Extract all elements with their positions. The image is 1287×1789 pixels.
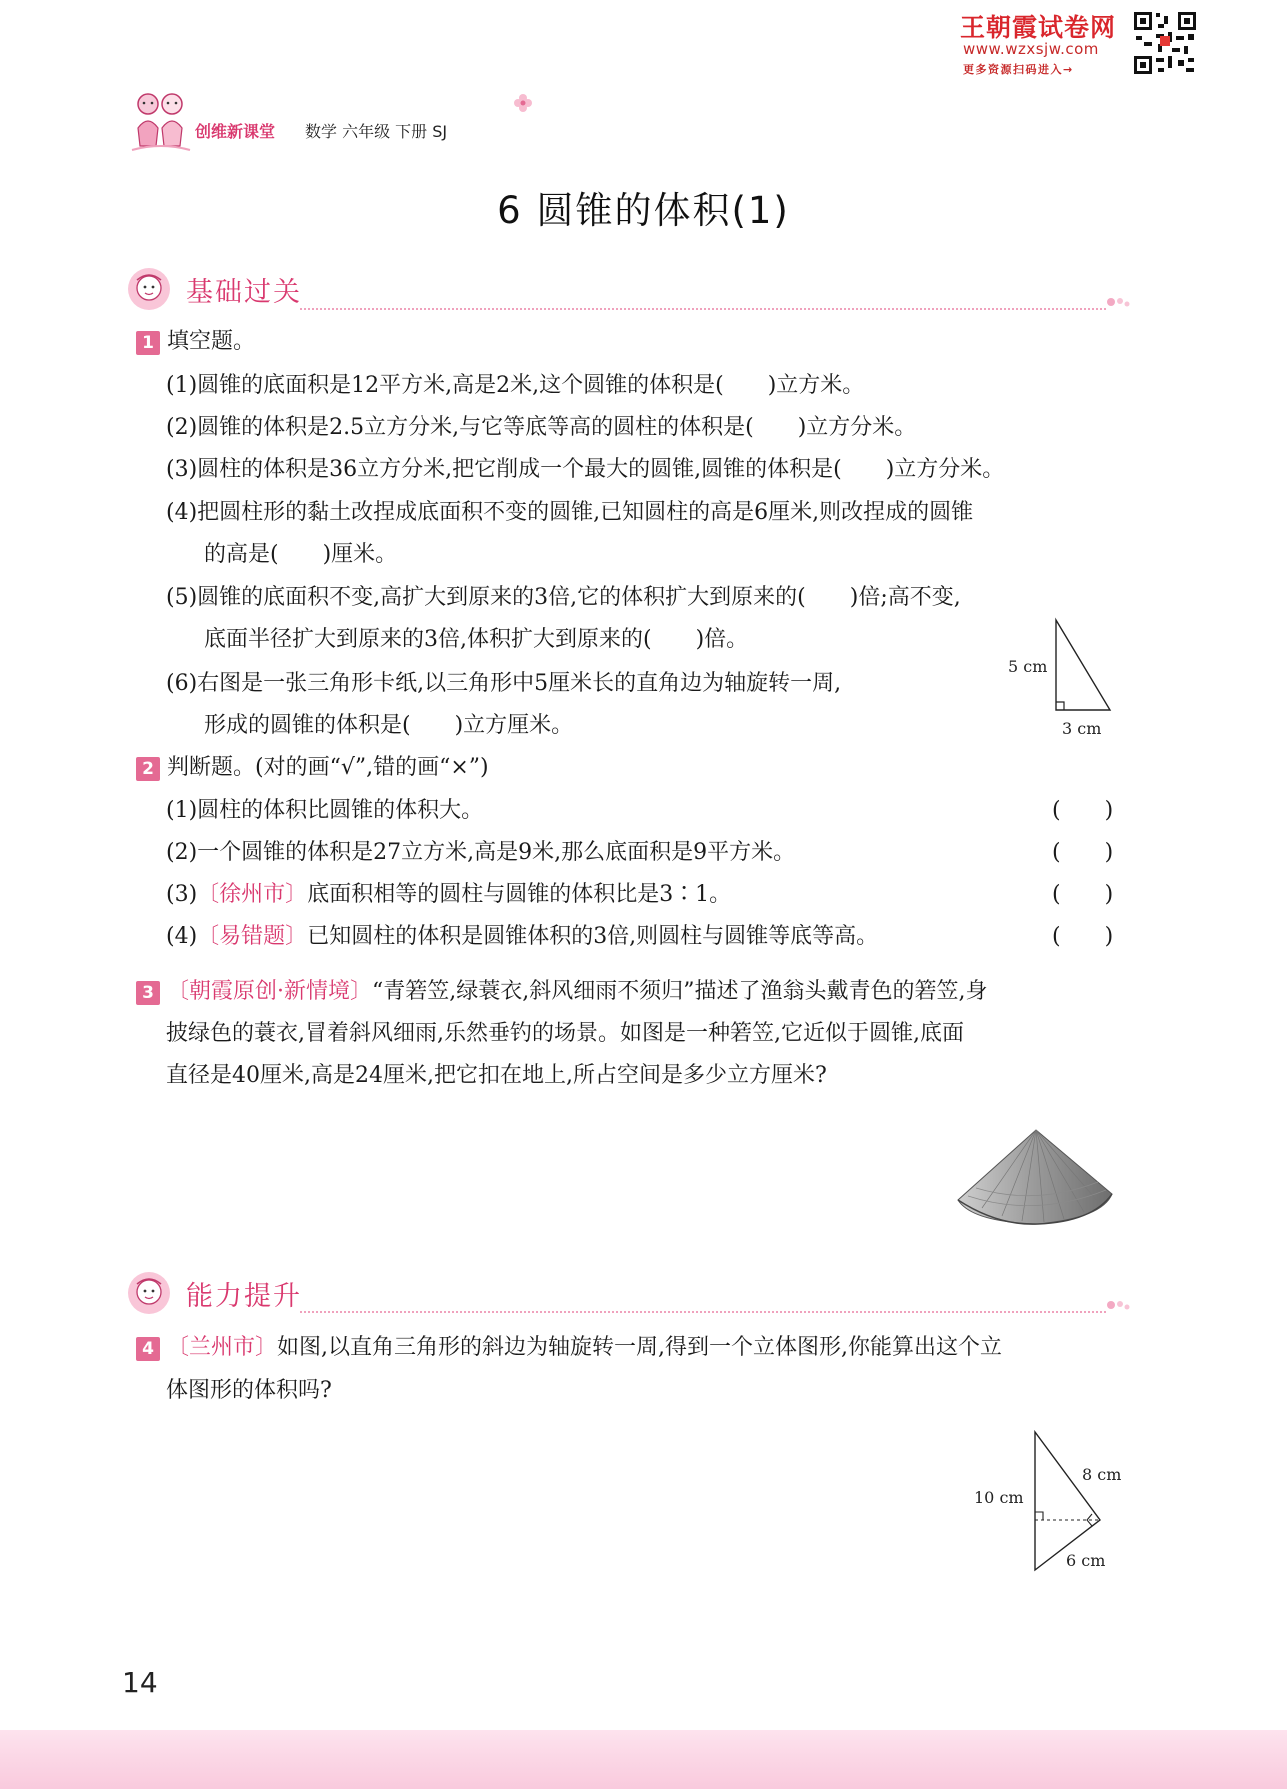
q1-line-5-cont: 底面半径扩大到原来的3倍,体积扩大到原来的( )倍。 [204,627,749,652]
book-info: 数学 六年级 下册 SJ [305,122,448,141]
item-text: 已知圆柱的体积是圆锥体积的3倍,则圆柱与圆锥等底等高。 [307,924,879,949]
section-mascot-icon [126,266,172,312]
q2-heading: 判断题。(对的画“√”,错的画“×”) [167,755,489,780]
watermark-url[interactable]: www.wzxsjw.com [963,40,1099,58]
q2-item-2 [166,839,795,867]
fig-height-label: 5 cm [1008,657,1048,676]
answer-paren[interactable]: ( ) [1052,798,1114,823]
question-number: 4 [136,1337,160,1361]
fig-hyp-label: 10 cm [974,1488,1024,1507]
item-prefix: (4) [166,924,198,949]
item-text: 一个圆锥的体积是27立方米,高是9米,那么底面积是9平方米。 [197,840,796,865]
item-prefix: (2) [166,840,198,865]
section-divider [300,1311,1106,1313]
q1-line-6-cont: 形成的圆锥的体积是( )立方厘米。 [204,713,574,738]
q2-item-3 [166,881,731,909]
section-title-basic: 基础过关 [186,277,302,308]
fig-leg2-label: 6 cm [1066,1551,1106,1570]
decor-dots-icon [1105,1299,1131,1311]
source-tag: 〔兰州市〕 [167,1335,278,1360]
answer-paren[interactable]: ( ) [1052,840,1114,865]
q3-line-2: 披绿色的蓑衣,冒着斜风细雨,乐然垂钓的场景。如图是一种箬笠,它近似于圆锥,底面 [166,1021,964,1046]
q1-line-6: (6)右图是一张三角形卡纸,以三角形中5厘米长的直角边为轴旋转一周, [166,671,842,696]
source-tag: 〔徐州市〕 [197,882,308,907]
watermark-site-name: 王朝霞试卷网 [960,13,1117,42]
q1-heading-row [136,328,255,356]
mascot-kids-icon [128,88,194,154]
item-text: 底面积相等的圆柱与圆锥的体积比是3∶1。 [307,882,732,907]
fig-leg1-label: 8 cm [1082,1465,1122,1484]
decor-dots-icon [1105,296,1131,308]
q1-line-1: (1)圆锥的底面积是12平方米,高是2米,这个圆锥的体积是( )立方米。 [166,373,865,398]
q1-line-4: (4)把圆柱形的黏土改捏成底面积不变的圆锥,已知圆柱的高是6厘米,则改捏成的圆锥 [166,500,974,525]
footer-band [0,1730,1287,1789]
q1-line-5: (5)圆锥的底面积不变,高扩大到原来的3倍,它的体积扩大到原来的( )倍;高不变, [166,585,961,610]
source-tag: 〔易错题〕 [197,924,308,949]
q4-text: 如图,以直角三角形的斜边为轴旋转一周,得到一个立体图形,你能算出这个立 [277,1335,1002,1360]
q3-text: “青箬笠,绿蓑衣,斜风细雨不须归”描述了渔翁头戴青色的箬笠,身 [372,979,988,1004]
q2-heading-row [136,754,489,782]
q4-line-1 [136,1334,1002,1362]
flower-icon [512,92,534,114]
section-title-advanced: 能力提升 [186,1281,302,1312]
answer-paren[interactable]: ( ) [1052,924,1114,949]
series-name: 创维新课堂 [195,122,276,141]
source-tag: 〔朝霞原创·新情境〕 [167,979,372,1004]
q3-line-1 [136,978,987,1006]
q1-line-2: (2)圆锥的体积是2.5立方分米,与它等底等高的圆柱的体积是( )立方分米。 [166,415,917,440]
bamboo-hat-image [952,1126,1118,1232]
qr-code-icon[interactable] [1132,10,1198,76]
question-number: 2 [136,757,160,781]
question-number: 3 [136,981,160,1005]
q2-item-1 [166,797,483,825]
page-title: 6 圆锥的体积(1) [497,189,790,232]
section-mascot-icon [126,1270,172,1316]
item-prefix: (3) [166,882,198,907]
q2-item-4 [166,923,878,951]
q1-heading: 填空题。 [167,329,256,354]
question-number: 1 [136,331,160,355]
item-prefix: (1) [166,798,198,823]
q3-line-3: 直径是40厘米,高是24厘米,把它扣在地上,所占空间是多少立方厘米? [166,1063,827,1088]
fig-base-label: 3 cm [1062,719,1102,738]
page-number: 14 [122,1666,158,1699]
q1-line-3: (3)圆柱的体积是36立方分米,把它削成一个最大的圆锥,圆锥的体积是( )立方分米。 [166,457,1005,482]
triangle-figure [1000,610,1120,740]
q4-line-2: 体图形的体积吗? [166,1378,332,1403]
watermark-tip: 更多资源扫码进入→ [963,63,1074,76]
section-divider [300,308,1106,310]
right-triangle-figure [968,1424,1138,1580]
q1-line-4-cont: 的高是( )厘米。 [204,542,398,567]
answer-paren[interactable]: ( ) [1052,882,1114,907]
item-text: 圆柱的体积比圆锥的体积大。 [197,798,484,823]
